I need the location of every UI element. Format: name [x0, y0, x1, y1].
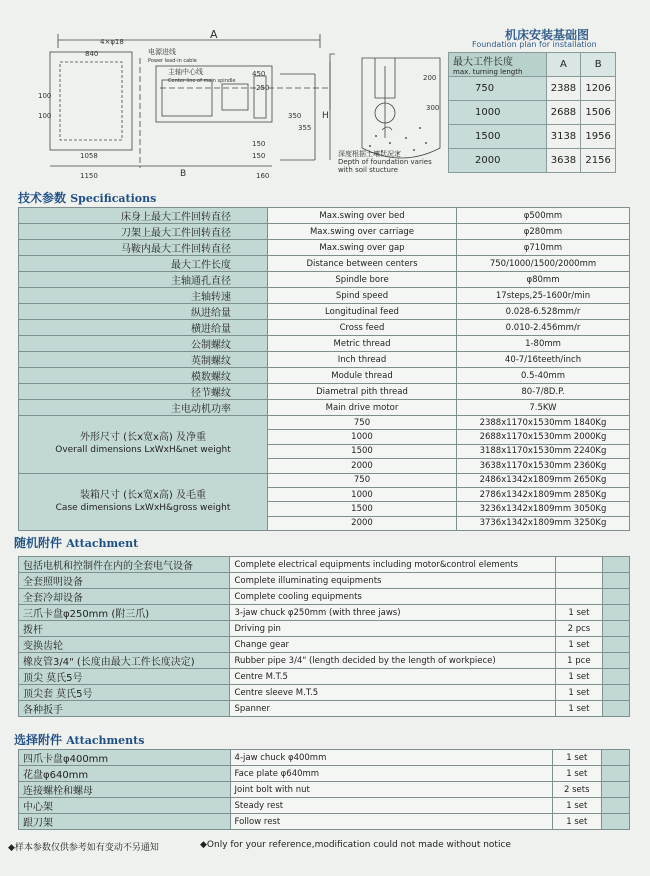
- fd-b: 1206: [581, 77, 616, 101]
- optional-title-en: Attachments: [66, 734, 145, 747]
- attachment-qty: 1 set: [555, 669, 602, 685]
- attachment-item-zh: 全套冷却设备: [19, 589, 230, 605]
- attachment-item-en: Centre sleeve M.T.5: [230, 685, 555, 701]
- spec-label-zh: 最大工件长度: [19, 256, 268, 272]
- attachment-row: [19, 573, 630, 589]
- attachment-row: [19, 669, 630, 685]
- attachment-item-en: Spanner: [230, 701, 555, 717]
- optional-item-zh: 跟刀架: [19, 814, 231, 830]
- attachment-item-en: Change gear: [230, 637, 555, 653]
- spec-value: 17steps,25-1600r/min: [457, 288, 630, 304]
- attachment-item-zh: 包括电机和控制件在内的全套电气设备: [19, 557, 230, 573]
- label-spindle: 主轴中心线: [168, 68, 203, 76]
- spec-row: [19, 288, 630, 304]
- attachment-qty: [555, 589, 602, 605]
- specs-title-zh: 技术参数: [18, 191, 67, 205]
- optional-spacer: [601, 798, 629, 814]
- spec-label-en: Cross feed: [268, 320, 457, 336]
- attachment-item-en: 3-jaw chuck φ250mm (with three jaws): [230, 605, 555, 621]
- dim-1150: 1150: [80, 172, 98, 180]
- spec-label-zh: 模数螺纹: [19, 368, 268, 384]
- attachment-row: [19, 605, 630, 621]
- fd-a: 2688: [546, 101, 581, 125]
- attachment-spacer: [603, 573, 630, 589]
- overall-length: 1500: [268, 444, 457, 458]
- specs-title-en: Specifications: [70, 192, 157, 205]
- spec-label-zh: 横进给量: [19, 320, 268, 336]
- case-length: 1000: [268, 487, 457, 501]
- dim-b: B: [180, 169, 187, 179]
- attachment-row: [19, 589, 630, 605]
- spec-label-en: Max.swing over gap: [268, 240, 457, 256]
- optional-qty: 1 set: [552, 750, 601, 766]
- optional-qty: 1 set: [552, 814, 601, 830]
- overall-value: 3188x1170x1530mm 2240Kg: [457, 444, 630, 458]
- spec-row: [19, 272, 630, 288]
- spec-value: 1-80mm: [457, 336, 630, 352]
- case-length: 1500: [268, 502, 457, 516]
- spec-row: [19, 400, 630, 416]
- dim-h: H: [322, 111, 329, 121]
- attachment-qty: 1 set: [555, 637, 602, 653]
- optional-row: [19, 782, 630, 798]
- case-label-zh: 装箱尺寸 (长x宽x高) 及毛重: [80, 489, 206, 501]
- overall-value: 2388x1170x1530mm 1840Kg: [457, 416, 630, 430]
- dim-840: 840: [85, 50, 99, 58]
- attachment-item-zh: 各种扳手: [19, 701, 230, 717]
- spec-value: 40-7/16teeth/inch: [457, 352, 630, 368]
- footer-en: ◆Only for your reference,modification could not made without notice: [200, 840, 511, 850]
- fd-b: 1506: [581, 101, 616, 125]
- fd-header-en: max. turning length: [453, 68, 523, 76]
- spec-row: [19, 304, 630, 320]
- optional-item-en: Joint bolt with nut: [230, 782, 552, 798]
- spec-row: [19, 368, 630, 384]
- spec-label-zh: 主轴通孔直径: [19, 272, 268, 288]
- optional-qty: 2 sets: [552, 782, 601, 798]
- fd-a: 3138: [546, 125, 581, 149]
- optional-qty: 1 set: [552, 798, 601, 814]
- fd-len: 750: [449, 77, 547, 101]
- spec-label-en: Inch thread: [268, 352, 457, 368]
- spec-row: [19, 336, 630, 352]
- attachment-title-en: Attachment: [66, 537, 139, 550]
- optional-item-en: Follow rest: [230, 814, 552, 830]
- depth-note: [338, 150, 432, 174]
- case-value: 3736x1342x1809mm 3250Kg: [457, 516, 630, 530]
- attachment-heading: [14, 534, 138, 551]
- spec-label-en: Main drive motor: [268, 400, 457, 416]
- spec-label-zh: 纵进给量: [19, 304, 268, 320]
- attachment-spacer: [603, 605, 630, 621]
- attachment-qty: 1 pce: [555, 653, 602, 669]
- overall-length: 750: [268, 416, 457, 430]
- optional-heading: [14, 731, 144, 748]
- case-value: 2486x1342x1809mm 2650Kg: [457, 473, 630, 487]
- dim-a: A: [210, 28, 218, 41]
- fd-len: 1000: [449, 101, 547, 125]
- overall-length: 2000: [268, 459, 457, 473]
- spec-label-en: Max.swing over carriage: [268, 224, 457, 240]
- spec-value: φ710mm: [457, 240, 630, 256]
- fd-b: 1956: [581, 125, 616, 149]
- dim-350: 350: [288, 112, 302, 120]
- attachment-item-zh: 三爪卡盘φ250mm (附三爪): [19, 605, 230, 621]
- dim-300: 300: [426, 104, 440, 112]
- optional-spacer: [601, 814, 629, 830]
- attachment-table: [18, 556, 630, 717]
- attachment-item-zh: 变换齿轮: [19, 637, 230, 653]
- foundation-subtitle: Foundation plan for installation: [472, 40, 597, 49]
- overall-label-zh: 外形尺寸 (长x宽x高) 及净重: [80, 432, 206, 444]
- foundation-title: 机床安装基础图: [505, 28, 590, 42]
- optional-item-en: Face plate φ640mm: [230, 766, 552, 782]
- spec-value: 0.5-40mm: [457, 368, 630, 384]
- attachment-item-en: Complete illuminating equipments: [230, 573, 555, 589]
- overall-row: [19, 416, 630, 430]
- attachment-spacer: [603, 685, 630, 701]
- label-power-en: Power lead-in cable: [148, 58, 197, 64]
- dim-100b: 100: [38, 112, 52, 120]
- case-length: 2000: [268, 516, 457, 530]
- spec-label-zh: 马鞍内最大工件回转直径: [19, 240, 268, 256]
- spec-value: φ80mm: [457, 272, 630, 288]
- spec-label-en: Spind speed: [268, 288, 457, 304]
- attachment-title-zh: 随机附件: [14, 536, 63, 550]
- attachment-item-en: Complete cooling equipments: [230, 589, 555, 605]
- attachment-row: [19, 557, 630, 573]
- footer-zh: ◆样本参数仅供参考如有变动不另通知: [8, 843, 159, 853]
- attachment-qty: [555, 557, 602, 573]
- optional-spacer: [601, 782, 629, 798]
- fd-a: 2388: [546, 77, 581, 101]
- attachment-item-en: Rubber pipe 3/4" (length decided by the length of workpiece): [230, 653, 555, 669]
- fd-b: 2156: [581, 149, 616, 173]
- attachment-spacer: [603, 621, 630, 637]
- attachment-item-zh: 橡皮管3/4" (长度由最大工件长度决定): [19, 653, 230, 669]
- spec-row: [19, 352, 630, 368]
- case-value: 2786x1342x1809mm 2850Kg: [457, 487, 630, 501]
- case-label-en: Case dimensions LxWxH&gross weight: [55, 502, 231, 513]
- depth-en-1: Depth of foundation varies: [338, 158, 432, 166]
- spec-label-en: Diametral pith thread: [268, 384, 457, 400]
- overall-length: 1000: [268, 430, 457, 444]
- attachment-spacer: [603, 637, 630, 653]
- case-row: [19, 473, 630, 487]
- fd-len: 1500: [449, 125, 547, 149]
- optional-spacer: [601, 766, 629, 782]
- optional-item-zh: 连接螺栓和螺母: [19, 782, 231, 798]
- overall-value: 2688x1170x1530mm 2000Kg: [457, 430, 630, 444]
- attachment-row: [19, 637, 630, 653]
- attachment-item-zh: 顶尖套 莫氏5号: [19, 685, 230, 701]
- spec-row: [19, 208, 630, 224]
- spec-label-zh: 公制螺纹: [19, 336, 268, 352]
- spec-label-en: Longitudinal feed: [268, 304, 457, 320]
- fd-col-b: B: [581, 53, 616, 77]
- spec-row: [19, 240, 630, 256]
- optional-item-zh: 花盘φ640mm: [19, 766, 231, 782]
- depth-zh: 深度根据土壤状况定: [338, 150, 401, 158]
- fd-col-a: A: [546, 53, 581, 77]
- optional-item-en: Steady rest: [230, 798, 552, 814]
- attachment-row: [19, 685, 630, 701]
- fd-len: 2000: [449, 149, 547, 173]
- spec-value: 0.010-2.456mm/r: [457, 320, 630, 336]
- spec-value: 750/1000/1500/2000mm: [457, 256, 630, 272]
- specs-heading: [18, 189, 156, 206]
- spec-label-zh: 径节螺纹: [19, 384, 268, 400]
- attachment-row: [19, 701, 630, 717]
- spec-label-zh: 床身上最大工件回转直径: [19, 208, 268, 224]
- dim-355: 355: [298, 124, 312, 132]
- case-label: [19, 473, 268, 531]
- optional-item-zh: 四爪卡盘φ400mm: [19, 750, 231, 766]
- optional-row: [19, 798, 630, 814]
- dim-4x18: 4×φ18: [100, 38, 124, 46]
- spec-row: [19, 384, 630, 400]
- optional-title-zh: 选择附件: [14, 733, 63, 747]
- dim-160: 160: [256, 172, 270, 180]
- optional-item-en: 4-jaw chuck φ400mm: [230, 750, 552, 766]
- attachment-qty: 1 set: [555, 605, 602, 621]
- spec-value: φ280mm: [457, 224, 630, 240]
- optional-row: [19, 750, 630, 766]
- spec-value: 7.5KW: [457, 400, 630, 416]
- specs-table: [18, 207, 630, 531]
- attachment-spacer: [603, 557, 630, 573]
- optional-spacer: [601, 750, 629, 766]
- spec-value: 80-7/8D.P.: [457, 384, 630, 400]
- fd-header: [449, 53, 547, 77]
- attachment-qty: 1 set: [555, 701, 602, 717]
- spec-value: φ500mm: [457, 208, 630, 224]
- dim-100a: 100: [38, 92, 52, 100]
- spec-label-zh: 主轴转速: [19, 288, 268, 304]
- attachment-item-zh: 全套照明设备: [19, 573, 230, 589]
- attachment-item-en: Driving pin: [230, 621, 555, 637]
- dim-450: 450: [252, 70, 266, 78]
- spec-label-zh: 刀架上最大工件回转直径: [19, 224, 268, 240]
- attachment-item-en: Centre M.T.5: [230, 669, 555, 685]
- spec-row: [19, 224, 630, 240]
- spec-label-zh: 主电动机功率: [19, 400, 268, 416]
- foundation-table: [448, 52, 616, 173]
- overall-label: [19, 416, 268, 474]
- dim-150b: 150: [252, 152, 266, 160]
- spec-row: [19, 256, 630, 272]
- dim-1058: 1058: [80, 152, 98, 160]
- dim-250: 250: [256, 84, 270, 92]
- dim-200: 200: [423, 74, 437, 82]
- label-spindle-en: Center line of main spindle: [168, 78, 236, 84]
- attachment-spacer: [603, 589, 630, 605]
- optional-qty: 1 set: [552, 766, 601, 782]
- optional-table: [18, 749, 630, 830]
- attachment-qty: [555, 573, 602, 589]
- optional-row: [19, 814, 630, 830]
- attachment-qty: 2 pcs: [555, 621, 602, 637]
- spec-label-en: Spindle bore: [268, 272, 457, 288]
- fd-header-zh: 最大工件长度: [453, 57, 513, 68]
- attachment-row: [19, 653, 630, 669]
- attachment-spacer: [603, 653, 630, 669]
- optional-row: [19, 766, 630, 782]
- spec-value: 0.028-6.528mm/r: [457, 304, 630, 320]
- spec-label-zh: 英制螺纹: [19, 352, 268, 368]
- attachment-spacer: [603, 669, 630, 685]
- spec-row: [19, 320, 630, 336]
- label-power: 电源进线: [148, 48, 176, 56]
- spec-label-en: Distance between centers: [268, 256, 457, 272]
- depth-en-2: with soil stucture: [338, 166, 399, 174]
- attachment-qty: 1 set: [555, 685, 602, 701]
- overall-label-en: Overall dimensions LxWxH&net weight: [55, 445, 231, 456]
- optional-item-zh: 中心架: [19, 798, 231, 814]
- case-value: 3236x1342x1809mm 3050Kg: [457, 502, 630, 516]
- overall-value: 3638x1170x1530mm 2360Kg: [457, 459, 630, 473]
- attachment-item-zh: 拨杆: [19, 621, 230, 637]
- attachment-item-zh: 顶尖 莫氏5号: [19, 669, 230, 685]
- attachment-spacer: [603, 701, 630, 717]
- spec-label-en: Metric thread: [268, 336, 457, 352]
- case-length: 750: [268, 473, 457, 487]
- fd-a: 3638: [546, 149, 581, 173]
- attachment-item-en: Complete electrical equipments including motor&control elements: [230, 557, 555, 573]
- attachment-row: [19, 621, 630, 637]
- spec-label-en: Max.swing over bed: [268, 208, 457, 224]
- dim-150a: 150: [252, 140, 266, 148]
- spec-label-en: Module thread: [268, 368, 457, 384]
